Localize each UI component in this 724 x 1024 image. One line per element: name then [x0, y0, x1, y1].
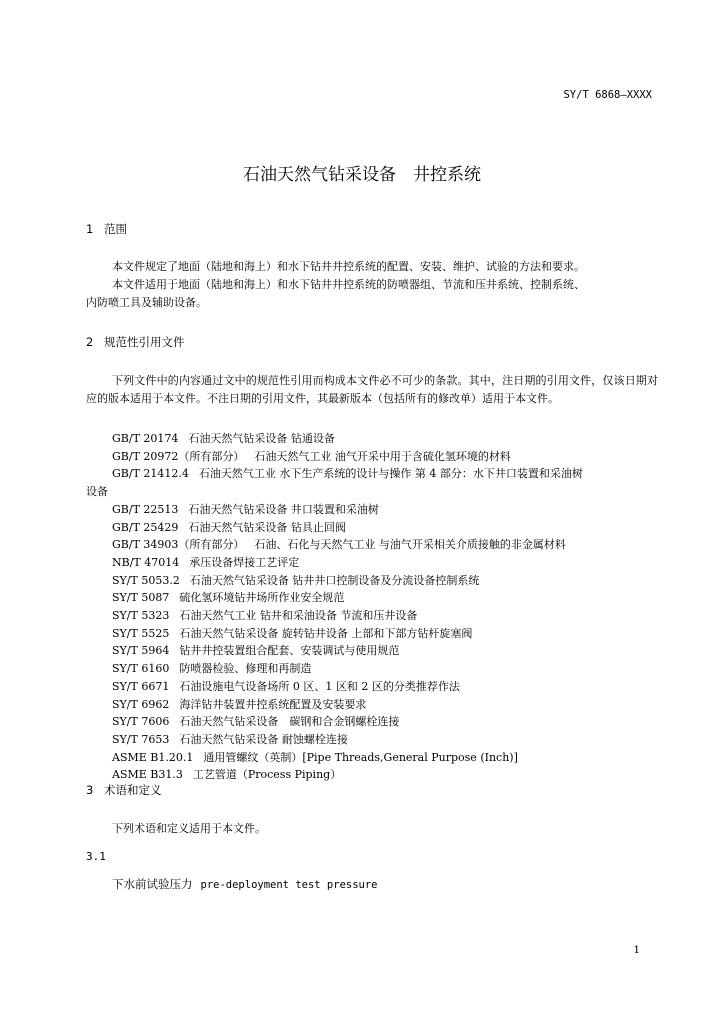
reference-code: NB/T 47014: [112, 555, 180, 569]
terms-intro: 下列术语和定义适用于本文件。: [112, 822, 266, 835]
reference-title: 通用管螺纹（英制）[Pipe Threads,General Purpose (Inch)]: [203, 750, 518, 764]
reference-item: [112, 519, 346, 535]
reference-code: SY/T 6962: [112, 697, 170, 711]
scope-paragraph-2-line-1: 本文件适用于地面（陆地和海上）和水下钻井井控系统的防喷器组、节流和压井系统、控制系统、: [112, 278, 585, 291]
section-number: 3: [86, 783, 94, 797]
reference-item: [112, 448, 511, 464]
reference-title: 钻井井控装置组合配套、安装调试与使用规范: [179, 644, 400, 658]
section-number: 1: [86, 222, 94, 236]
reference-title: 承压设备焊接工艺评定: [189, 555, 300, 569]
reference-item: [112, 625, 472, 641]
reference-item-continuation: 设备: [86, 485, 108, 499]
reference-title: 石油天然气工业 水下生产系统的设计与操作 第 4 部分：水下井口装置和采油树: [198, 467, 583, 481]
reference-title: 石油天然气工业 钻井和采油设备 节流和压井设备: [179, 609, 418, 622]
reference-code: GB/T 22513: [112, 502, 179, 516]
section-number: 2: [86, 335, 94, 349]
reference-item: [112, 465, 583, 481]
reference-code: GB/T 34903（所有部分）: [112, 538, 245, 552]
reference-title: 石油、石化与天然气工业 与油气开采相关介质接触的非金属材料: [254, 538, 566, 552]
scope-paragraph-2-line-2: 内防喷工具及辅助设备。: [86, 296, 207, 309]
reference-title: 工艺管道（Process Piping）: [192, 768, 342, 782]
reference-code: SY/T 7606: [112, 715, 170, 729]
reference-title: 硫化氢环境钻井场所作业安全规范: [179, 591, 345, 605]
reference-code: GB/T 20972（所有部分）: [112, 449, 245, 463]
reference-item: [112, 589, 344, 605]
page-number: 1: [633, 944, 640, 956]
reference-item: [112, 501, 379, 517]
reference-item: [112, 554, 299, 570]
term-entry: [112, 876, 378, 892]
reference-title: 石油天然气钻采设备 钻通设备: [188, 432, 335, 445]
reference-item: [112, 607, 417, 623]
reference-title: 石油天然气钻采设备 钻井井口控制设备及分流设备控制系统: [189, 573, 480, 587]
reference-title: 海洋钻井装置井控系统配置及安装要求: [179, 697, 367, 711]
reference-item: [112, 696, 366, 712]
section-heading-references: [86, 334, 185, 350]
reference-title: 石油天然气钻采设备 井口装置和采油树: [188, 502, 379, 516]
section-title: 术语和定义: [104, 783, 162, 797]
section-heading-terms: [86, 782, 162, 798]
section-heading-scope: [86, 221, 127, 237]
reference-item: [112, 642, 399, 658]
reference-title: 石油天然气工业 油气开采中用于含硫化氢环境的材料: [254, 449, 511, 463]
reference-title: 石油天然气钻采设备 碳钢和合金钢螺栓连接: [179, 715, 400, 729]
reference-code: SY/T 5087: [112, 591, 170, 605]
reference-title: 石油天然气钻采设备 旋转钻井设备 上部和下部方钻杆旋塞阀: [179, 626, 473, 640]
section-title: 规范性引用文件: [104, 335, 185, 349]
reference-item: [112, 731, 348, 747]
section-title: 范围: [104, 222, 127, 236]
reference-code: GB/T 21412.4: [112, 467, 189, 481]
reference-code: SY/T 5323: [112, 609, 170, 622]
reference-title: 石油天然气钻采设备 钻具止回阀: [188, 520, 346, 534]
reference-code: SY/T 5525: [112, 626, 170, 640]
reference-item: [112, 766, 341, 782]
references-intro: 下列文件中的内容通过文中的规范性引用而构成本文件必不可少的条款。其中，注日期的引用文件，仅该日期对应的版本适用于本文件。不注日期的引用文件，其最新版本（包括所有的修改单）适用于本文件。: [86, 374, 658, 405]
standard-number: SY/T 6868—XXXX: [563, 89, 652, 101]
reference-item: [112, 660, 311, 676]
reference-item: [112, 678, 460, 694]
reference-code: SY/T 7653: [112, 732, 170, 746]
reference-title: 石油设施电气设备场所 0 区、1 区和 2 区的分类推荐作法: [179, 679, 460, 693]
reference-item: [112, 430, 335, 446]
term-number: 3.1: [86, 850, 106, 863]
reference-code: SY/T 6671: [112, 679, 170, 693]
reference-code: SY/T 5964: [112, 644, 170, 658]
reference-title: 防喷器检验、修理和再制造: [179, 662, 312, 676]
reference-code: SY/T 6160: [112, 662, 170, 676]
reference-item: [112, 572, 479, 588]
reference-code: GB/T 20174: [112, 432, 179, 445]
reference-code: GB/T 25429: [112, 520, 179, 534]
reference-item: [112, 749, 518, 765]
reference-code: ASME B31.3: [112, 768, 183, 782]
document-title: 石油天然气钻采设备 井控系统: [243, 165, 481, 185]
scope-paragraph-1: 本文件规定了地面（陆地和海上）和水下钻井井控系统的配置、安装、维护、试验的方法和要求。: [112, 260, 585, 273]
term-chinese: 下水前试验压力: [112, 877, 193, 891]
reference-item: [112, 713, 399, 729]
reference-title: 石油天然气钻采设备 耐蚀螺栓连接: [179, 732, 348, 746]
reference-item: [112, 536, 566, 552]
reference-code: ASME B1.20.1: [112, 750, 194, 764]
reference-code: SY/T 5053.2: [112, 573, 180, 587]
term-english: pre-deployment test pressure: [200, 879, 378, 891]
